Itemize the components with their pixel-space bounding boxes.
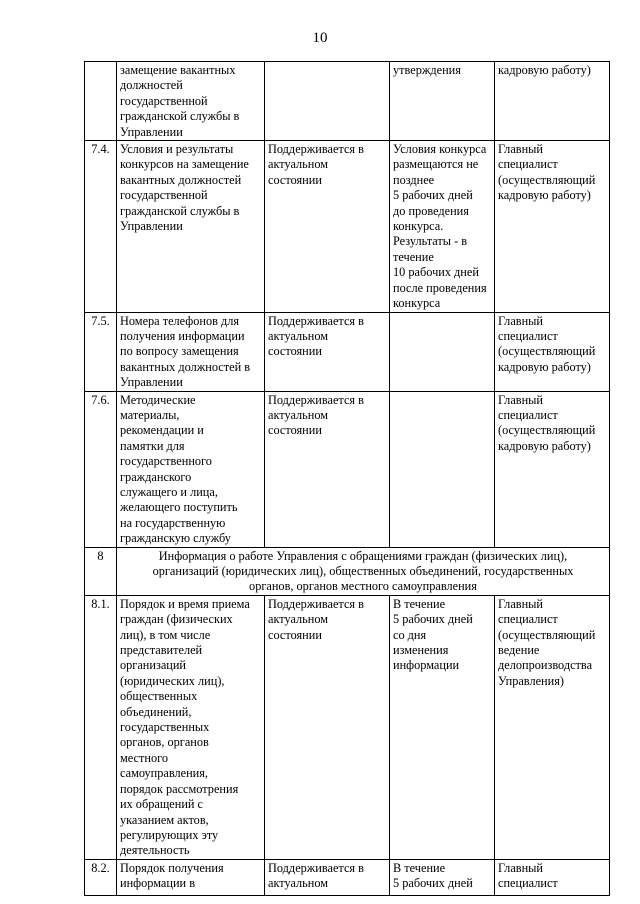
deadline-cell — [390, 859, 495, 895]
info-name-cell-line: рекомендации и — [120, 423, 204, 438]
info-name-cell-line: должностей — [120, 78, 183, 93]
page-number: 10 — [312, 30, 328, 46]
row-number: 7.5. — [85, 312, 117, 391]
info-name-cell-line: информации в — [120, 876, 196, 891]
info-name-cell-line: вакантных должностей — [120, 172, 242, 187]
section-title-line: Информация о работе Управления с обращениями граждан (физических лиц), — [158, 548, 568, 563]
info-name-cell-line: их обращений с — [120, 797, 204, 812]
info-name-cell-line: Условия и результаты — [120, 142, 234, 157]
responsible-cell — [495, 859, 610, 895]
deadline-cell-line: до проведения — [393, 203, 469, 218]
responsible-cell — [495, 141, 610, 312]
update-mode-cell-line: состоянии — [268, 172, 322, 187]
deadline-cell-line: со дня — [393, 627, 427, 642]
responsible-cell-line: кадровую работу) — [498, 359, 591, 374]
info-name-cell-line: материалы, — [120, 407, 180, 422]
update-mode-cell-line: актуальном — [268, 876, 329, 891]
info-name-cell-line: замещение вакантных — [120, 63, 236, 77]
responsible-cell-line: (осуществляющий — [498, 344, 596, 359]
table-row — [85, 859, 610, 895]
responsible-cell-line: Управления) — [498, 673, 564, 688]
deadline-cell-line: конкурса — [393, 296, 441, 311]
responsible-cell-line: (осуществляющий — [498, 423, 596, 438]
update-mode-cell-line: состоянии — [268, 627, 322, 642]
update-mode-cell — [265, 62, 390, 141]
update-mode-cell-line: Поддерживается в — [268, 596, 364, 611]
info-name-cell-line: конкурсов на замещение — [120, 157, 249, 172]
info-name-cell — [117, 62, 265, 141]
deadline-cell — [390, 62, 495, 141]
responsible-cell-line: кадровую работу) — [498, 438, 591, 453]
responsible-cell-line: (осуществляющий — [498, 172, 596, 187]
info-name-cell-line: получения информации — [120, 328, 245, 343]
update-mode-cell-line: актуальном — [268, 612, 329, 627]
update-mode-cell — [265, 391, 390, 547]
info-name-cell-line: деятельность — [120, 843, 190, 858]
info-name-cell-line: граждан (физических — [120, 612, 233, 627]
deadline-cell-line: размещаются не — [393, 157, 479, 172]
row-number: 7.6. — [85, 391, 117, 547]
responsible-cell-line: ведение — [498, 643, 540, 658]
responsible-cell — [495, 595, 610, 859]
update-mode-cell-line: Поддерживается в — [268, 313, 364, 328]
info-name-cell-line: гражданской службы в — [120, 109, 240, 124]
deadline-cell-line: позднее — [393, 172, 435, 187]
responsible-cell-line: делопроизводства — [498, 658, 593, 673]
section-title — [117, 547, 610, 595]
info-name-cell-line: Управлении — [120, 124, 183, 139]
info-name-cell-line: общественных — [120, 689, 198, 704]
info-table — [84, 61, 610, 896]
responsible-cell-line: Главный — [498, 596, 544, 611]
info-name-cell-line: самоуправления, — [120, 766, 208, 781]
table-row — [85, 62, 610, 141]
info-name-cell — [117, 595, 265, 859]
deadline-cell — [390, 141, 495, 312]
update-mode-cell-line: состоянии — [268, 344, 322, 359]
info-name-cell-line: объединений, — [120, 704, 192, 719]
info-name-cell-line: государственной — [120, 188, 208, 203]
responsible-cell-line: Главный — [498, 392, 544, 407]
info-name-cell-line: организаций — [120, 658, 187, 673]
responsible-cell-line: специалист — [498, 876, 558, 891]
deadline-cell-line: 5 рабочих дней — [393, 188, 473, 203]
deadline-cell-line: течение — [393, 249, 434, 264]
responsible-cell-line: специалист — [498, 612, 558, 627]
info-name-cell — [117, 312, 265, 391]
deadline-cell-line: изменения — [393, 643, 449, 658]
update-mode-cell-line: актуальном — [268, 328, 329, 343]
info-name-cell-line: государственного — [120, 454, 212, 469]
deadline-cell-line: Условия конкурса — [393, 142, 487, 157]
deadline-cell-line: конкурса. — [393, 219, 444, 234]
info-name-cell-line: Номера телефонов для — [120, 313, 240, 328]
deadline-cell-line: после проведения — [393, 280, 487, 295]
info-name-cell-line: Управлении — [120, 219, 183, 234]
info-name-cell-line: местного — [120, 750, 168, 765]
responsible-cell-line: Главный — [498, 313, 544, 328]
info-name-cell — [117, 859, 265, 895]
info-name-cell — [117, 141, 265, 312]
info-name-cell — [117, 391, 265, 547]
table-body — [85, 62, 610, 896]
update-mode-cell-line: Поддерживается в — [268, 392, 364, 407]
row-number: 8.1. — [85, 595, 117, 859]
responsible-cell — [495, 391, 610, 547]
responsible-cell-line: Главный — [498, 142, 544, 157]
table-row — [85, 141, 610, 312]
info-name-cell-line: (юридических лиц), — [120, 673, 225, 688]
info-name-cell-line: представителей — [120, 643, 203, 658]
table-row — [85, 391, 610, 547]
section-header-row — [85, 547, 610, 595]
responsible-cell — [495, 312, 610, 391]
deadline-cell-line: 5 рабочих дней — [393, 612, 473, 627]
deadline-cell-line: В течение — [393, 860, 446, 875]
deadline-cell-line: 10 рабочих дней — [393, 265, 479, 280]
info-name-cell-line: органов, органов — [120, 735, 209, 750]
info-name-cell-line: Методические — [120, 392, 196, 407]
deadline-cell-line: В течение — [393, 596, 446, 611]
responsible-cell-line: кадровую работу) — [498, 63, 591, 77]
info-name-cell-line: на государственную — [120, 515, 226, 530]
update-mode-cell — [265, 312, 390, 391]
info-name-cell-line: по вопросу замещения — [120, 344, 239, 359]
responsible-cell-line: специалист — [498, 328, 558, 343]
info-name-cell-line: лиц), в том числе — [120, 627, 211, 642]
info-name-cell-line: регулирующих эту — [120, 827, 219, 842]
info-name-cell-line: Порядок получения — [120, 860, 224, 875]
section-title-line: организаций (юридических лиц), общественных объединений, государственных — [152, 564, 574, 578]
info-name-cell-line: указанием актов, — [120, 812, 209, 827]
update-mode-cell-line: актуальном — [268, 157, 329, 172]
row-number: 8 — [85, 547, 117, 595]
info-name-cell-line: государственных — [120, 720, 210, 735]
responsible-cell — [495, 62, 610, 141]
responsible-cell-line: (осуществляющий — [498, 627, 596, 642]
deadline-cell-line: информации — [393, 658, 460, 673]
row-number: 7.4. — [85, 141, 117, 312]
info-name-cell-line: Управлении — [120, 375, 183, 390]
info-name-cell-line: желающего поступить — [120, 500, 238, 515]
deadline-cell-line: Результаты - в — [393, 234, 468, 249]
deadline-cell — [390, 391, 495, 547]
responsible-cell-line: специалист — [498, 157, 558, 172]
responsible-cell-line: кадровую работу) — [498, 188, 591, 203]
row-number: 8.2. — [85, 859, 117, 895]
update-mode-cell — [265, 141, 390, 312]
table-row — [85, 595, 610, 859]
info-name-cell-line: гражданской службы в — [120, 203, 240, 218]
info-name-cell-line: порядок рассмотрения — [120, 781, 239, 796]
info-name-cell-line: служащего и лица, — [120, 484, 218, 499]
responsible-cell-line: Главный — [498, 860, 544, 875]
info-name-cell-line: памятки для — [120, 438, 185, 453]
update-mode-cell-line: актуальном — [268, 407, 329, 422]
deadline-cell — [390, 312, 495, 391]
info-name-cell-line: гражданскую службу — [120, 531, 231, 546]
section-title-line: органов, органов местного самоуправления — [249, 579, 477, 594]
update-mode-cell-line: Поддерживается в — [268, 142, 364, 157]
info-name-cell-line: Порядок и время приема — [120, 596, 250, 611]
info-name-cell-line: государственной — [120, 93, 208, 108]
update-mode-cell-line: состоянии — [268, 423, 322, 438]
deadline-cell-line: 5 рабочих дней — [393, 876, 473, 891]
deadline-cell — [390, 595, 495, 859]
table-row — [85, 312, 610, 391]
info-name-cell-line: вакантных должностей в — [120, 359, 251, 374]
responsible-cell-line: специалист — [498, 407, 558, 422]
deadline-cell-line: утверждения — [393, 63, 461, 77]
update-mode-cell-line: Поддерживается в — [268, 860, 364, 875]
row-number — [85, 62, 117, 141]
update-mode-cell — [265, 859, 390, 895]
info-name-cell-line: гражданского — [120, 469, 192, 484]
update-mode-cell — [265, 595, 390, 859]
